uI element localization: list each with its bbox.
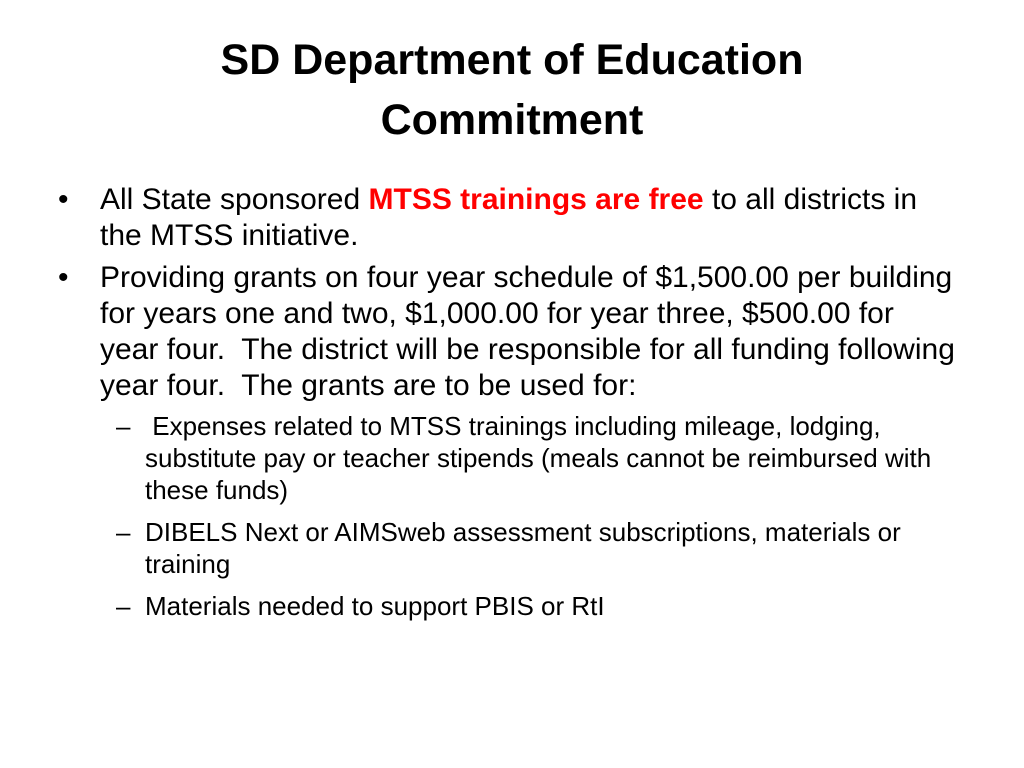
slide-body [56, 182, 964, 632]
dash-icon: – [116, 591, 131, 621]
bullet-text-before: All State sponsored [100, 183, 369, 216]
bullet-item-grants [56, 260, 964, 404]
bullet-item-free-trainings [56, 182, 956, 254]
bullet-dot-icon: • [58, 261, 69, 294]
dash-icon: – [116, 411, 131, 441]
bullet-dot-icon: • [58, 183, 69, 216]
sub-bullet-text: Expenses related to MTSS trainings including mileage, lodging, substitute pay or teacher stipends (meals cannot be reimbursed with these funds) [145, 411, 939, 505]
bullet-text-after: to all districts in the MTSS initiative. [100, 183, 926, 252]
sub-bullet-text: Materials needed to support PBIS or RtI [145, 591, 605, 621]
dash-icon: – [116, 517, 131, 547]
bullet-text: Providing grants on four year schedule of $1,500.00 per building for years one and two, $1,000.00 for year three, $500.00 for year four. The district will be responsible for all funding following year four. The grants are to be used for: [100, 261, 964, 402]
bullet-highlight-text: MTSS trainings are free [368, 183, 704, 216]
sub-bullet-item-assessment [56, 516, 956, 580]
sub-bullet-item-materials [56, 590, 956, 622]
slide-title-line-2: Commitment [380, 96, 644, 144]
sub-bullet-list [56, 410, 956, 622]
sub-bullet-item-expenses [56, 410, 956, 506]
slide-title [120, 30, 904, 150]
slide-title-line-1: SD Department of Education [220, 36, 804, 84]
sub-bullet-text: DIBELS Next or AIMSweb assessment subscriptions, materials or training [145, 517, 901, 579]
